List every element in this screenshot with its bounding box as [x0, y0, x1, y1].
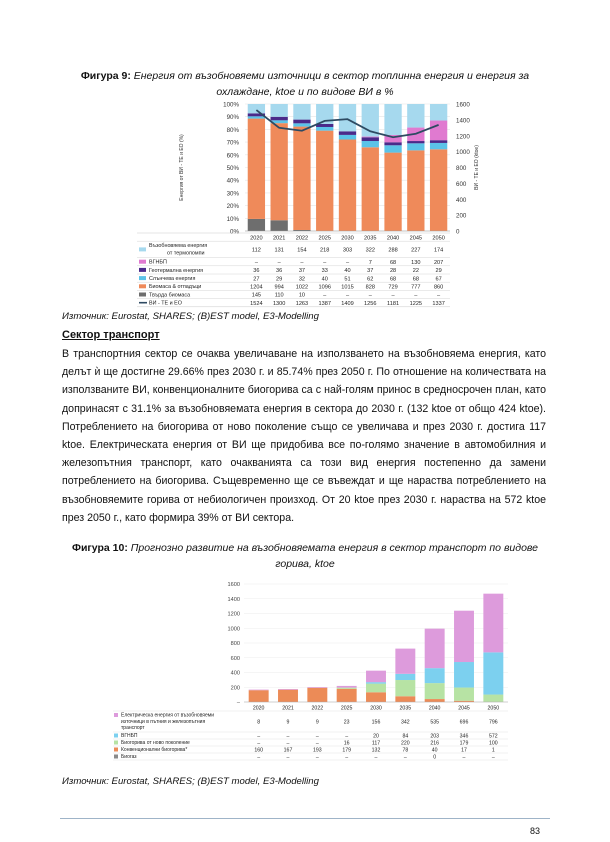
figure9-chart [0, 97, 610, 307]
right-tick-label: 1600 [456, 101, 470, 109]
bar-segment [384, 153, 401, 231]
bar-segment [293, 104, 310, 120]
legend-swatch [114, 713, 118, 717]
bar-segment [425, 668, 445, 683]
bar-segment [407, 141, 424, 143]
table-value: 40 [321, 276, 328, 283]
table-value: 51 [344, 276, 351, 283]
legend-label: Биогорива от ново поколение [121, 740, 190, 747]
bar-segment [249, 690, 269, 691]
table-value: – [315, 733, 319, 740]
table-value: – [257, 740, 261, 747]
right-tick-label: 1200 [456, 133, 470, 141]
left-tick-label: 70% [226, 139, 239, 147]
table-value: 535 [430, 719, 439, 726]
bar-segment [483, 594, 503, 653]
legend-label: източници в пътния и железопътния [121, 718, 206, 725]
right-tick-label: 1000 [456, 149, 470, 157]
legend-label: Биомаса & отпадъци [149, 284, 202, 291]
bar-segment [366, 671, 386, 683]
legend-swatch [139, 260, 146, 264]
table-value: – [277, 259, 281, 266]
left-tick-label: 90% [226, 114, 239, 122]
table-category: 2020 [250, 235, 263, 242]
table-value: 27 [253, 276, 260, 283]
left-tick-label: 100% [223, 101, 239, 109]
table-value: – [345, 754, 349, 761]
bar-segment [425, 683, 445, 699]
bar-segment [384, 104, 401, 135]
bar-segment [430, 104, 447, 121]
legend-label: Слънчева енергия [149, 276, 196, 282]
table-value: 696 [459, 719, 469, 726]
table-value: 36 [276, 268, 283, 275]
table-value: 160 [254, 747, 263, 754]
table-value: 33 [321, 268, 328, 275]
table-value: 860 [433, 284, 444, 291]
table-value: – [491, 754, 495, 761]
table-value: – [286, 733, 290, 740]
bar-segment [316, 127, 333, 131]
figure9-caption-text: Енергия от възобновяеми източници в сектор топлинна енергия и енергия за охлаждане, ktoe и по видове ВИ в % [133, 70, 530, 98]
table-value: – [391, 292, 395, 299]
bar-segment [407, 143, 424, 150]
section-title: Сектор транспорт [62, 329, 160, 341]
table-category: 2022 [295, 235, 309, 242]
table-value: – [368, 292, 372, 299]
page-number: 83 [530, 826, 541, 836]
table-value: 346 [459, 733, 469, 740]
table-category: 2025 [340, 705, 353, 712]
table-value: 1022 [295, 284, 309, 291]
table-value: 68 [389, 276, 397, 283]
table-value: 28 [389, 268, 397, 275]
legend-label: Геотермална енергия [149, 267, 204, 274]
table-category: 2035 [364, 235, 377, 242]
bar-segment [407, 104, 424, 128]
table-value: 179 [459, 740, 469, 747]
figure9-caption [60, 68, 550, 100]
left-tick-label: 10% [226, 215, 239, 223]
legend-label: от термопомпи [167, 250, 205, 257]
table-value: 322 [365, 247, 375, 254]
bar-segment [430, 149, 447, 231]
y-tick-label: 1400 [227, 596, 240, 603]
table-value: 131 [274, 247, 284, 254]
table-value: – [414, 292, 418, 299]
legend-label: транспорт [121, 725, 145, 731]
bar-segment [248, 119, 265, 219]
table-value: 36 [253, 268, 260, 275]
table-value: 78 [402, 747, 409, 754]
table-value: 9 [286, 719, 290, 726]
table-value: – [323, 292, 327, 299]
bar-segment [362, 141, 379, 147]
figure9-source: Източник: Eurostat, SHARES; (B)EST model, E3-Modelling [62, 311, 319, 322]
table-value: – [374, 754, 378, 761]
left-tick-label: 30% [226, 190, 239, 198]
table-value: 1181 [387, 300, 400, 307]
bar-segment [249, 690, 269, 702]
table-category: 2035 [399, 705, 412, 712]
table-value: 84 [402, 733, 409, 740]
table-value: 20 [373, 733, 379, 740]
legend-swatch [139, 268, 146, 272]
table-category: 2050 [432, 235, 445, 242]
table-value: 1300 [272, 300, 286, 307]
bar-segment [395, 674, 415, 680]
table-value: – [437, 292, 441, 299]
table-value: – [257, 733, 261, 740]
bar-segment [366, 692, 386, 702]
table-value: 62 [367, 276, 374, 283]
legend-label: Твърда биомаса [149, 292, 191, 299]
table-value: 1409 [341, 300, 354, 307]
legend-label: ВИ - ТЕ и ЕО [149, 300, 182, 307]
bar-segment [366, 684, 386, 693]
table-value: 22 [412, 268, 419, 275]
section-paragraph: В транспортния сектор се очаква увеличаване на използването на възобновяема енергия, като делът ѝ ще достигне 29.66% през 2030 г. и 85.74% през 2050 г. По отношение на количествата на използваните ВИ, конвенционалните биогорива са с най-голям принос в средносрочен план, като допринасят с 31.1% за възобновяемата енергия в сектора до 2030 г. (132 ktoe от общо 424 ktoe). Потреблението на биогорива от ново поколение също се увеличава и през 2030 г. достига 117 ktoe. Електрическата енергия от ВИ ще придобива все по-голямо значение в автомобилния и железопътния транспорт, като очакванията са този вид енергия постепенно да замени потреблението на биогорива. Същевременно ще се въвеждат и ще нараства потреблението на възобновяемите горива от небиологичен произход. От 20 ktoe през 2030 г. нараства на 572 ktoe през 2050 г., като формира 39% от ВИ сектора. [62, 348, 546, 524]
bar-segment [271, 104, 288, 117]
bar-segment [339, 131, 356, 135]
table-value: 342 [401, 719, 410, 726]
table-value: 156 [371, 719, 381, 726]
legend-label: Биогаз [121, 754, 137, 761]
table-value: 9 [315, 719, 319, 726]
table-value: 37 [367, 268, 374, 275]
bar-segment [248, 104, 265, 113]
bar-segment [293, 123, 310, 126]
bar-segment [483, 652, 503, 694]
y-tick-label: 1000 [227, 626, 240, 633]
bar-segment [271, 220, 288, 231]
left-axis-label: Енергия от ВИ - ТЕ и ЕО (%) [179, 134, 185, 201]
table-value: 145 [251, 292, 262, 299]
y-tick-label: 600 [230, 655, 240, 662]
bar-segment [430, 121, 447, 141]
table-value: 37 [298, 268, 306, 275]
table-category: 2030 [370, 705, 382, 712]
table-value: 100 [489, 740, 498, 747]
table-value: 1225 [409, 300, 423, 307]
table-category: 2030 [341, 235, 354, 242]
table-value: – [345, 259, 350, 266]
table-value: 67 [435, 276, 442, 283]
table-value: 68 [412, 276, 419, 283]
table-value: – [315, 754, 319, 761]
table-value: 16 [343, 740, 350, 747]
table-category: 2050 [487, 705, 500, 712]
y-tick-label: 400 [230, 670, 240, 677]
table-category: 2040 [386, 235, 400, 242]
table-value: 40 [431, 747, 438, 754]
table-value: 17 [461, 747, 467, 754]
table-value: 179 [342, 747, 351, 754]
legend-label: ВГНБП [121, 733, 138, 740]
legend-swatch [114, 755, 118, 759]
bar-segment [293, 120, 310, 124]
table-category: 2022 [311, 705, 324, 712]
legend-swatch [139, 276, 146, 280]
legend-label: Конвенционални биогорива* [121, 747, 188, 754]
table-value: 40 [344, 268, 351, 275]
right-tick-label: 0 [456, 228, 460, 236]
table-value: 227 [411, 247, 421, 254]
table-value: 167 [283, 747, 293, 754]
y-tick-label: 1200 [227, 611, 240, 618]
table-value: 32 [298, 276, 306, 283]
y-tick-label: 1600 [227, 582, 240, 589]
legend-label: Възобновяема енергия [149, 243, 208, 250]
table-value: 10 [298, 292, 306, 299]
bar-segment [454, 611, 474, 662]
table-value: 1263 [295, 300, 309, 307]
legend-label: Електрическа енергия от възобновяеми [121, 712, 215, 719]
bar-segment [407, 150, 424, 231]
bar-segment [248, 116, 265, 118]
table-value: 117 [371, 740, 381, 747]
table-value: 216 [430, 740, 439, 747]
table-value: 193 [313, 747, 322, 754]
left-tick-label: 40% [226, 177, 239, 185]
table-value: 1015 [341, 284, 354, 291]
right-tick-label: 600 [456, 180, 467, 188]
bar-segment [248, 219, 265, 231]
table-value: 154 [297, 247, 307, 254]
bar-segment [395, 649, 415, 674]
footer-divider [60, 818, 550, 819]
table-value: 112 [251, 247, 261, 254]
table-category: 2025 [318, 235, 331, 242]
bar-segment [307, 687, 327, 688]
table-category: 2045 [458, 705, 470, 712]
left-tick-label: 20% [226, 203, 239, 211]
bar-segment [362, 137, 379, 141]
table-value: – [286, 740, 290, 747]
bar-segment [337, 689, 357, 702]
table-value: 1204 [250, 284, 263, 291]
table-value: 777 [411, 284, 421, 291]
table-value: – [323, 259, 327, 266]
legend-swatch [139, 293, 146, 297]
figure10-caption [60, 540, 550, 572]
table-value: 110 [274, 292, 284, 299]
bar-segment [384, 145, 401, 152]
figure10-caption-label: Фигура 10: [71, 542, 128, 554]
table-value: – [345, 733, 349, 740]
bar-segment [454, 662, 474, 688]
table-category: 2020 [252, 705, 265, 712]
bar-segment [271, 117, 288, 121]
legend-swatch [114, 741, 118, 745]
figure10-chart [0, 578, 610, 768]
table-value: 29 [276, 276, 283, 283]
table-value: 796 [489, 719, 498, 726]
bar-segment [430, 143, 447, 149]
table-value: 288 [388, 247, 398, 254]
table-value: – [345, 292, 350, 299]
y-tick-label: 800 [230, 641, 240, 648]
table-value: 220 [401, 740, 410, 747]
table-value: 130 [411, 259, 421, 266]
y-tick-label: – [236, 700, 240, 707]
figure10-source: Източник: Eurostat, SHARES; (B)EST model, E3-Modelling [62, 776, 319, 787]
bar-segment [339, 104, 356, 131]
table-value: 1096 [318, 284, 331, 291]
table-value: 572 [489, 733, 498, 740]
bar-segment [337, 688, 357, 689]
table-value: – [257, 754, 261, 761]
bar-segment [425, 699, 445, 702]
legend-swatch [139, 247, 146, 251]
legend-swatch [114, 734, 118, 738]
bar-segment [337, 686, 357, 688]
bar-segment [278, 690, 298, 702]
bar-segment [395, 696, 415, 702]
bar-segment [307, 688, 327, 702]
table-value: 29 [435, 268, 442, 275]
table-value: – [403, 754, 407, 761]
table-value: 218 [320, 247, 330, 254]
table-value: – [286, 754, 290, 761]
table-value: 174 [433, 247, 444, 254]
right-tick-label: 800 [456, 165, 467, 172]
y-tick-label: 200 [230, 685, 240, 692]
table-value: 1524 [250, 300, 263, 307]
table-category: 2045 [409, 235, 423, 242]
table-category: 2021 [272, 235, 286, 242]
table-value: – [315, 740, 319, 747]
bar-segment [362, 137, 379, 138]
table-value: 207 [433, 259, 444, 266]
table-value: 23 [343, 719, 350, 726]
table-value: 1 [491, 747, 495, 754]
table-value: 303 [342, 247, 353, 254]
legend-swatch [114, 748, 118, 752]
table-value: – [254, 259, 258, 266]
bar-segment [395, 680, 415, 696]
bar-segment [339, 140, 356, 231]
left-tick-label: 60% [226, 152, 239, 160]
bar-segment [316, 131, 333, 231]
table-value: 68 [389, 259, 397, 266]
bar-segment [366, 682, 386, 683]
table-value: 729 [388, 284, 398, 291]
left-tick-label: 50% [226, 165, 239, 172]
legend-label: ВГНБП [149, 259, 167, 266]
table-value: 994 [274, 284, 284, 291]
bar-segment [483, 695, 503, 702]
table-value: 132 [371, 747, 381, 754]
table-value: 1256 [364, 300, 377, 307]
legend-swatch [139, 284, 146, 288]
table-value: – [300, 259, 304, 266]
bar-segment [430, 140, 447, 143]
table-value: – [462, 754, 466, 761]
table-value: 1337 [432, 300, 445, 307]
table-value: 7 [368, 259, 372, 266]
right-axis-label: ВИ - ТЕ и ЕО (ktoe) [474, 145, 480, 190]
table-value: 0 [433, 754, 437, 761]
figure10-caption-text: Прогнозно развитие на възобновяемата енергия в сектор транспорт по видове горива, ktoe [130, 542, 538, 570]
table-category: 2021 [282, 705, 294, 712]
right-tick-label: 400 [456, 196, 467, 204]
left-tick-label: 0% [230, 228, 239, 236]
table-value: 203 [430, 733, 439, 740]
bar-segment [384, 142, 401, 145]
bar-segment [278, 689, 298, 690]
table-value: 8 [257, 719, 261, 726]
bar-segment [454, 688, 474, 701]
table-value: 828 [365, 284, 375, 291]
bar-segment [293, 127, 310, 230]
right-tick-label: 1400 [456, 117, 470, 125]
table-category: 2040 [428, 705, 441, 712]
bar-segment [362, 147, 379, 231]
right-tick-label: 200 [456, 212, 467, 220]
figure9-caption-label: Фигура 9: [80, 70, 131, 82]
bar-segment [425, 629, 445, 668]
bar-segment [271, 123, 288, 220]
table-value: 1387 [318, 300, 331, 307]
bar-segment [339, 135, 356, 140]
left-tick-label: 80% [226, 126, 239, 134]
